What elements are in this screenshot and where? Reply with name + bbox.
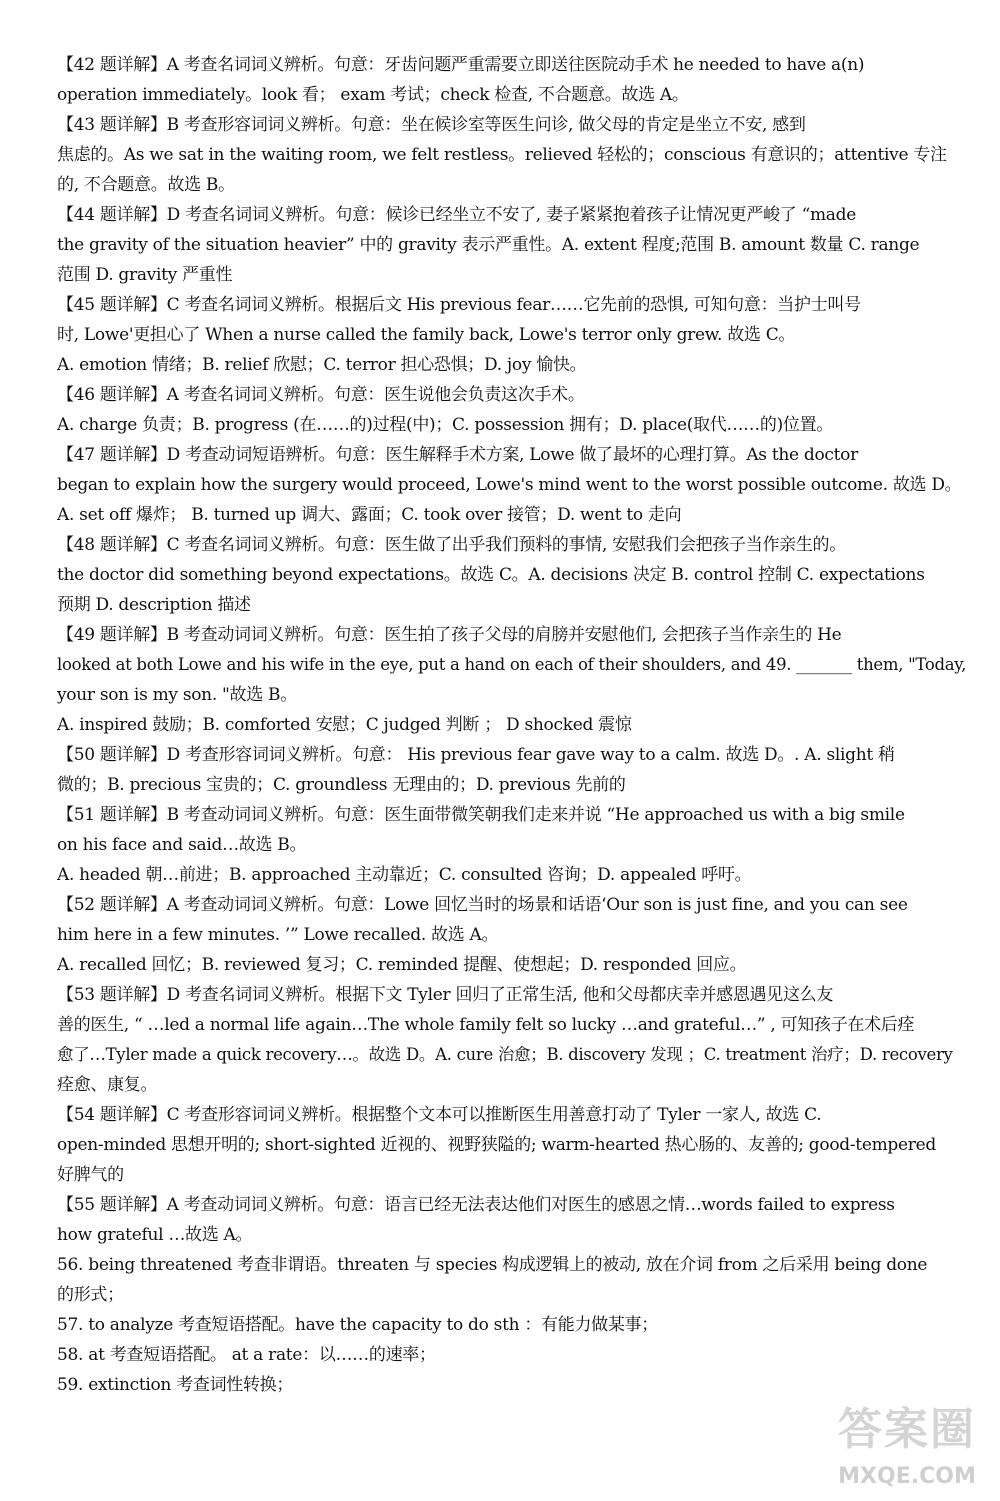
text-line: 【47 题详解】D 考查动词短语辨析。句意：医生解释手术方案, Lowe 做了最坏的心理打算。As the doctor	[57, 445, 858, 465]
text-line: on his face and said…故选 B。	[57, 835, 307, 855]
text-line: 【42 题详解】A 考查名词词义辨析。句意：牙齿问题严重需要立即送往医院动手术 he needed to have a(n)	[57, 55, 865, 75]
text-line: A. emotion 情绪；B. relief 欣慰；C. terror 担心恐惧；D. joy 愉快。	[57, 355, 587, 375]
text-line: 57. to analyze 考查短语搭配。have the capacity to do sth ：有能力做某事；	[57, 1315, 658, 1335]
text-line: your son is my son. "故选 B。	[57, 685, 297, 705]
text-line: 时, Lowe'更担心了 When a nurse called the family back, Lowe's terror only grew. 故选 C。	[57, 325, 796, 345]
text-line: 【54 题详解】C 考查形容词词义辨析。根据整个文本可以推断医生用善意打动了 Tyler 一家人, 故选 C.	[57, 1105, 822, 1125]
text-line: 59. extinction 考查词性转换；	[57, 1375, 294, 1395]
text-line: 【52 题详解】A 考查动词词义辨析。句意：Lowe 回忆当时的场景和话语‘Our son is just fine, and you can see	[57, 895, 908, 915]
text-line: 善的医生, “ …led a normal life again…The whole family felt so lucky …and grateful…” , 可知孩子在术后痊	[57, 1015, 915, 1035]
text-line: 【53 题详解】D 考查名词词义辨析。根据下文 Tyler 回归了正常生活, 他和父母都庆幸并感恩遇见这么友	[57, 985, 834, 1005]
text-line: 【45 题详解】C 考查名词词义辨析。根据后文 His previous fear……它先前的恐惧, 可知句意：当护士叫号	[57, 295, 861, 315]
text-line: 的, 不合题意。故选 B。	[57, 175, 235, 195]
text-line: 【50 题详解】D 考查形容词词义辨析。句意： His previous fear gave way to a calm. 故选 D。. A. slight 稍	[57, 745, 895, 765]
answer-explanations	[57, 50, 967, 1400]
text-line: 【48 题详解】C 考查名词词义辨析。句意：医生做了出乎我们预料的事情, 安慰我们会把孩子当作亲生的。	[57, 535, 846, 555]
text-line: 焦虑的。As we sat in the waiting room, we felt restless。relieved 轻松的；conscious 有意识的；attentive 专注	[57, 145, 947, 165]
text-line: the gravity of the situation heavier” 中的 gravity 表示严重性。A. extent 程度;范围 B. amount 数量 C. range	[57, 235, 920, 255]
text-line: 58. at 考查短语搭配。 at a rate：以……的速率；	[57, 1345, 436, 1365]
text-line: 微的；B. precious 宝贵的；C. groundless 无理由的；D. previous 先前的	[57, 775, 626, 795]
text-line: 范围 D. gravity 严重性	[57, 265, 233, 285]
text-line: operation immediately。look 看； exam 考试；check 检查, 不合题意。故选 A。	[57, 85, 689, 105]
text-line: 【44 题详解】D 考查名词词义辨析。句意：候诊已经坐立不安了, 妻子紧紧抱着孩子让情况更严峻了 “made	[57, 205, 856, 225]
text-line: A. inspired 鼓励；B. comforted 安慰；C judged 判断 ； D shocked 震惊	[57, 715, 632, 735]
text-line: him here in a few minutes. ’” Lowe recalled. 故选 A。	[57, 925, 499, 945]
text-line: 【46 题详解】A 考查名词词义辨析。句意：医生说他会负责这次手术。	[57, 385, 585, 405]
text-line: A. recalled 回忆；B. reviewed 复习；C. reminded 提醒、使想起；D. responded 回应。	[57, 955, 747, 975]
text-line: looked at both Lowe and his wife in the eye, put a hand on each of their shoulders, and 49. _______ them, "Today,	[57, 655, 967, 674]
text-line: how grateful …故选 A。	[57, 1225, 253, 1245]
text-line: A. headed 朝…前进；B. approached 主动靠近；C. consulted 咨询；D. appealed 呼吁。	[57, 865, 752, 885]
text-line: 【51 题详解】B 考查动词词义辨析。句意：医生面带微笑朝我们走来并说 “He approached us with a big smile	[57, 805, 905, 825]
text-line: began to explain how the surgery would proceed, Lowe's mind went to the worst possible outcome. 故选 D。	[57, 475, 962, 495]
text-line: 【49 题详解】B 考查动词词义辨析。句意：医生拍了孩子父母的肩膀并安慰他们, 会把孩子当作亲生的 He	[57, 625, 842, 645]
watermark-logo-text: 答案圈	[838, 1404, 976, 1455]
text-line: open-minded 思想开明的; short-sighted 近视的、视野狭隘的; warm-hearted 热心肠的、友善的; good-tempered	[57, 1135, 936, 1155]
text-line: 【43 题详解】B 考查形容词词义辨析。句意：坐在候诊室等医生问诊, 做父母的肯定是坐立不安, 感到	[57, 115, 806, 135]
text-line: 56. being threatened 考查非谓语。threaten 与 species 构成逻辑上的被动, 放在介词 from 之后采用 being done	[57, 1255, 928, 1275]
watermark-logo	[832, 1385, 982, 1495]
text-line: A. set off 爆炸； B. turned up 调大、露面；C. took over 接管；D. went to 走向	[57, 505, 682, 525]
text-line: 【55 题详解】A 考查动词词义辨析。句意：语言已经无法表达他们对医生的感恩之情…words failed to express	[57, 1195, 895, 1215]
text-line: 好脾气的	[57, 1165, 124, 1185]
text-line: A. charge 负责；B. progress (在……的)过程(中)；C. possession 拥有；D. place(取代……的)位置。	[57, 415, 833, 435]
text-line: 预期 D. description 描述	[57, 595, 251, 615]
text-line: 愈了…Tyler made a quick recovery…。故选 D。A. cure 治愈；B. discovery 发现 ；C. treatment 治疗；D. recovery	[57, 1045, 953, 1064]
text-line: 的形式；	[57, 1285, 124, 1305]
watermark-url: MXQE.COM	[838, 1464, 976, 1489]
text-line: 痊愈、康复。	[57, 1075, 158, 1095]
text-line: the doctor did something beyond expectations。故选 C。A. decisions 决定 B. control 控制 C. expectations	[57, 565, 925, 585]
